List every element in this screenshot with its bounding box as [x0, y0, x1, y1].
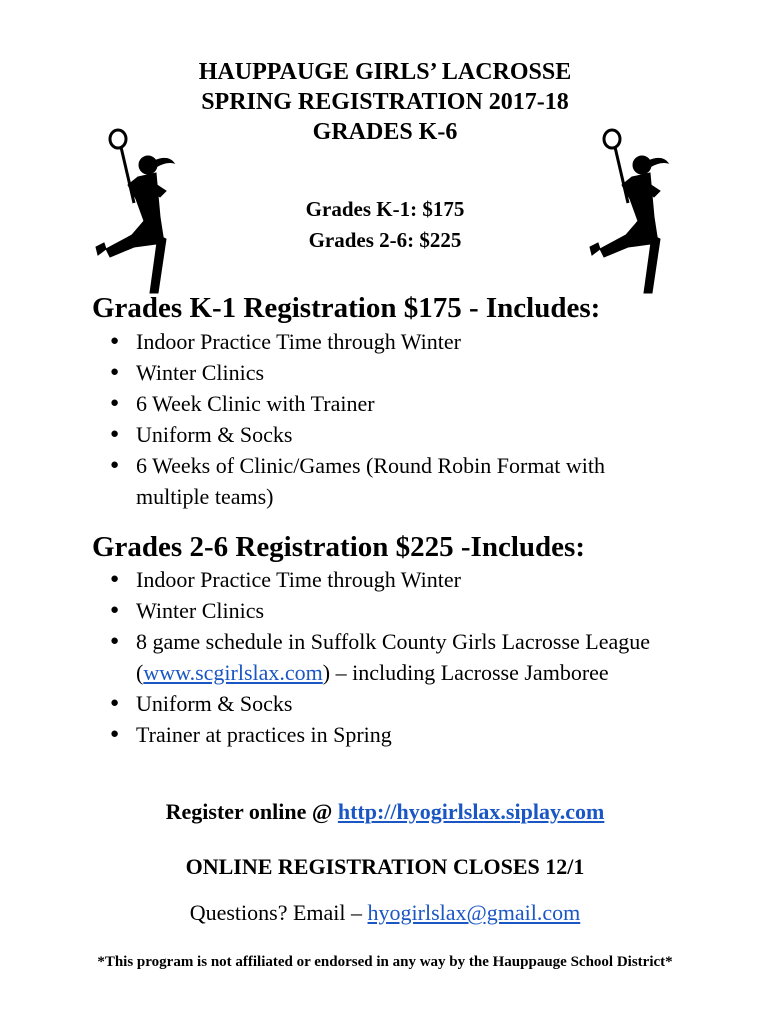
price-k1: Grades K-1: $175 [305, 197, 465, 221]
questions-label: Questions? Email – [189, 900, 368, 925]
list-item: ● Winter Clinics [110, 595, 680, 626]
register-line [0, 797, 770, 827]
register-label: Register online @ [165, 799, 338, 824]
price-2-6: Grades 2-6: $225 [308, 228, 462, 252]
list-item: ● Indoor Practice Time through Winter [110, 564, 680, 595]
grades-2-6-includes-list [110, 564, 680, 750]
list-item: ● Indoor Practice Time through Winter [110, 326, 680, 357]
list-item: ● 6 Weeks of Clinic/Games (Round Robin Format with multiple teams) [110, 450, 680, 512]
header-subtitle: SPRING REGISTRATION 2017-18 [201, 89, 569, 115]
header-title: HAUPPAUGE GIRLS’ LACROSSE [198, 59, 572, 85]
section-title-2-6: Grades 2-6 Registration $225 -Includes: [92, 531, 585, 563]
list-item: ● 6 Week Clinic with Trainer [110, 388, 680, 419]
list-item: ● Trainer at practices in Spring [110, 719, 680, 750]
registration-closes: ONLINE REGISTRATION CLOSES 12/1 [185, 854, 585, 879]
questions-line [0, 898, 770, 928]
disclaimer: *This program is not affiliated or endorsed in any way by the Hauppauge School District* [97, 954, 673, 970]
email-link[interactable]: hyogirlslax@gmail.com [367, 900, 581, 925]
k1-includes-list [110, 326, 680, 512]
register-link[interactable]: http://hyogirlslax.siplay.com [337, 799, 605, 824]
league-text: 8 game schedule in Suffolk County Girls Lacrosse League ( [136, 629, 651, 685]
header-grades: GRADES K-6 [312, 119, 458, 145]
price-summary [0, 194, 770, 256]
league-suffix: ) – including Lacrosse Jamboree [322, 660, 609, 685]
list-item: ● Winter Clinics [110, 357, 680, 388]
section-title-k1: Grades K-1 Registration $175 - Includes: [92, 292, 601, 324]
league-link[interactable]: www.scgirlslax.com [143, 660, 323, 685]
list-item: ● Uniform & Socks [110, 688, 680, 719]
list-item: ● Uniform & Socks [110, 419, 680, 450]
list-item [110, 626, 680, 688]
